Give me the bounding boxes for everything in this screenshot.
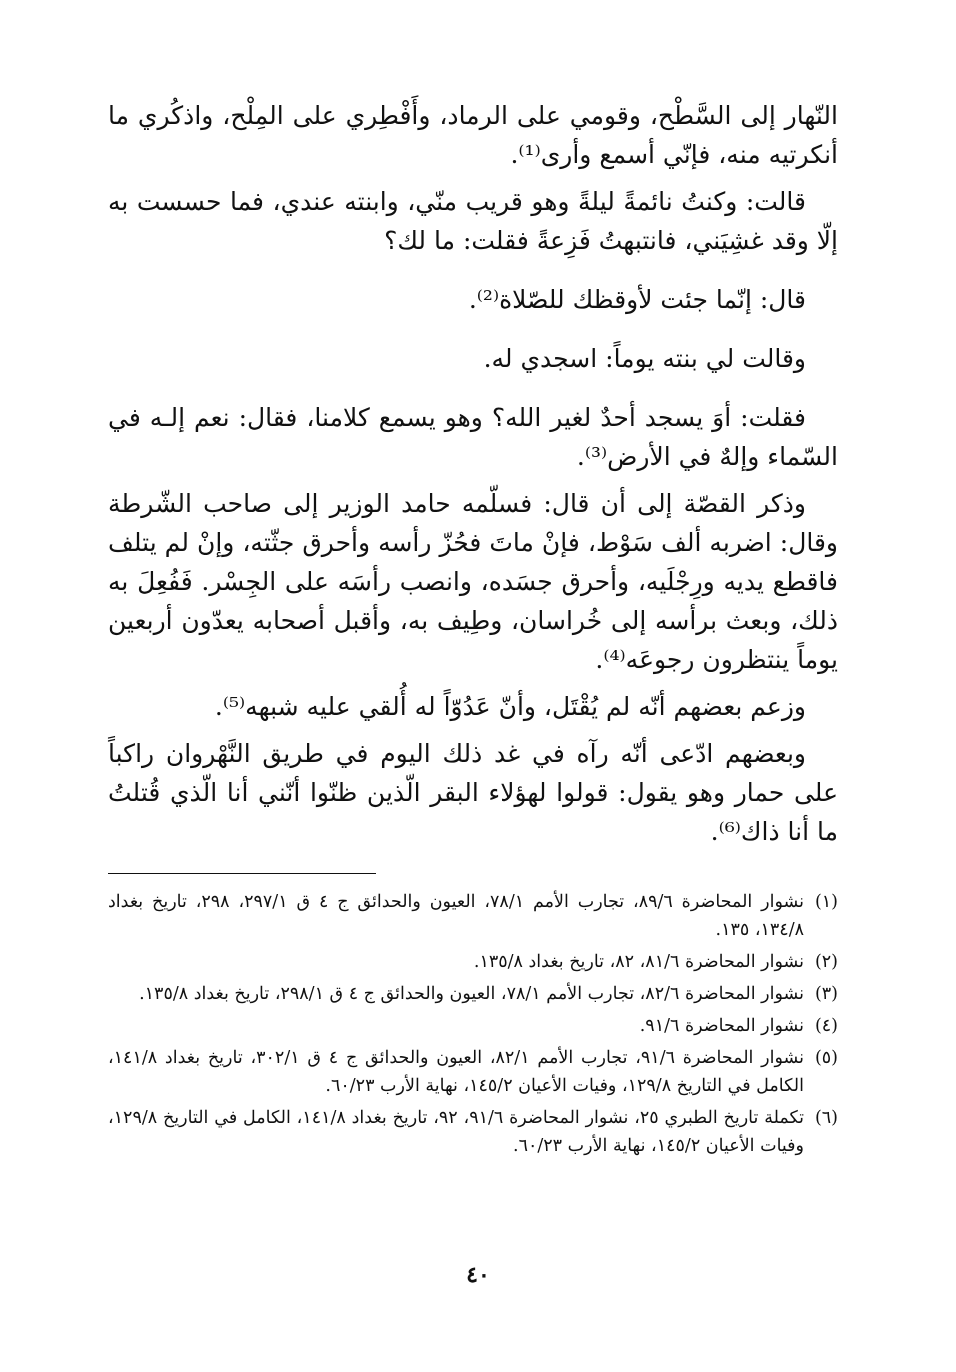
footnote-number: (٦) — [814, 1108, 838, 1128]
footnotes — [108, 888, 838, 1160]
footnote-2 — [108, 948, 838, 976]
footnote-text: نشوار المحاضرة ٨٢/٦، تجارب الأمم ٧٨/١، العيون والحدائق ج ٤ ق ٢٩٨/١، تاريخ بغداد ١٣٥/٨. — [139, 984, 804, 1004]
paragraph-5: فقلت: أوَ يسجد أحدٌ لغير الله؟ وهو يسمع كلامنا، فقال: نعم إلـه في السّماء وإلهٌ في الأرض⁽³⁾. — [108, 403, 838, 471]
footnote-number: (١) — [814, 892, 838, 912]
footnote-5 — [108, 1044, 838, 1100]
footnote-4 — [108, 1012, 838, 1040]
footnote-text: تكملة تاريخ الطبري ٢٥، نشوار المحاضرة ٩١/٦، ٩٢، تاريخ بغداد ١٤١/٨، الكامل في التاريخ ١٢٩/٨، وفيات الأعيان ١٤٥/٢، نهاية الأرب ٦٠/٢٣. — [108, 1108, 805, 1156]
paragraph-2: قالت: وكنتُ نائمةً ليلةً وهو قريب منّي، وابنته عندي، فما حسست به إلّا وقد غشِيَني، فانتبهتُ فَزِعةً فقلت: ما لك؟ — [108, 187, 838, 255]
footnote-3 — [108, 980, 838, 1008]
book-page — [108, 96, 838, 1164]
footnote-divider — [108, 873, 376, 874]
paragraph-4: وقالت لي بنته يوماً: اسجدي له. — [483, 344, 806, 373]
paragraph-6: وذكر القصّة إلى أن قال: فسلّمه حامد الوزير إلى صاحب الشّرطة وقال: اضربه ألف سَوْط، فإنْ ماتَ فحُزّ رأسه وأحرق جثّته، وإنْ لم يتلف فاقطع يديه ورِجْلَيه، وأحرق جسَده، وانصب رأسَه على الجِسْر. فَفُعِلَ به ذلك، وبعث برأسه إلى خُراسان، وطِيف به، وأقبل أصحابه يعدّون أربعين يوماً ينتظرون رجوعَه⁽⁴⁾. — [108, 489, 838, 674]
footnote-6 — [108, 1104, 838, 1160]
paragraph-1: النّهار إلى السَّطْح، وقومي على الرماد، وأَفْطِري على المِلْح، واذكُري ما أنكرتيه منه، فإنّي أسمع وأرى⁽¹⁾. — [108, 101, 838, 169]
footnote-text: نشوار المحاضرة ٨١/٦، ٨٢، تاريخ بغداد ١٣٥/٨. — [473, 952, 804, 972]
footnote-1 — [108, 888, 838, 944]
footnote-text: نشوار المحاضرة ٩١/٦. — [639, 1016, 804, 1036]
paragraph-7: وزعم بعضهم أنّه لم يُقْتَل، وأنّ عَدُوّاً له أُلقي عليه شبهه⁽⁵⁾. — [214, 692, 806, 721]
paragraph-3: قال: إنّما جئت لأوقظك للصّلاة⁽²⁾. — [468, 285, 806, 314]
footnote-number: (٤) — [814, 1016, 838, 1036]
footnote-number: (٣) — [814, 984, 838, 1004]
footnote-text: نشوار المحاضرة ٨٩/٦، تجارب الأمم ٧٨/١، العيون والحدائق ج ٤ ق ٢٩٧/١، ٢٩٨، تاريخ بغداد ١٣٤/٨، ١٣٥. — [108, 892, 804, 940]
footnote-number: (٢) — [814, 952, 838, 972]
page-number: ٤٠ — [466, 1262, 490, 1288]
paragraph-8: وبعضهم ادّعى أنّه رآه في غد ذلك اليوم في طريق النَّهْروان راكباً على حمار وهو يقول: قولوا لهؤلاء البقر الّذين ظنّوا أنّني أنا الّذي قُتلتُ ما أنا ذاك⁽⁶⁾. — [108, 739, 838, 846]
footnote-number: (٥) — [814, 1048, 838, 1068]
footnote-text: نشوار المحاضرة ٩١/٦، تجارب الأمم ٨٢/١، العيون والحدائق ج ٤ ق ٣٠٢/١، تاريخ بغداد ١٤١/٨، الكامل في التاريخ ١٢٩/٨، وفيات الأعيان ١٤٥/٢، نهاية الأرب ٦٠/٢٣. — [108, 1048, 805, 1096]
body-text — [108, 96, 838, 851]
